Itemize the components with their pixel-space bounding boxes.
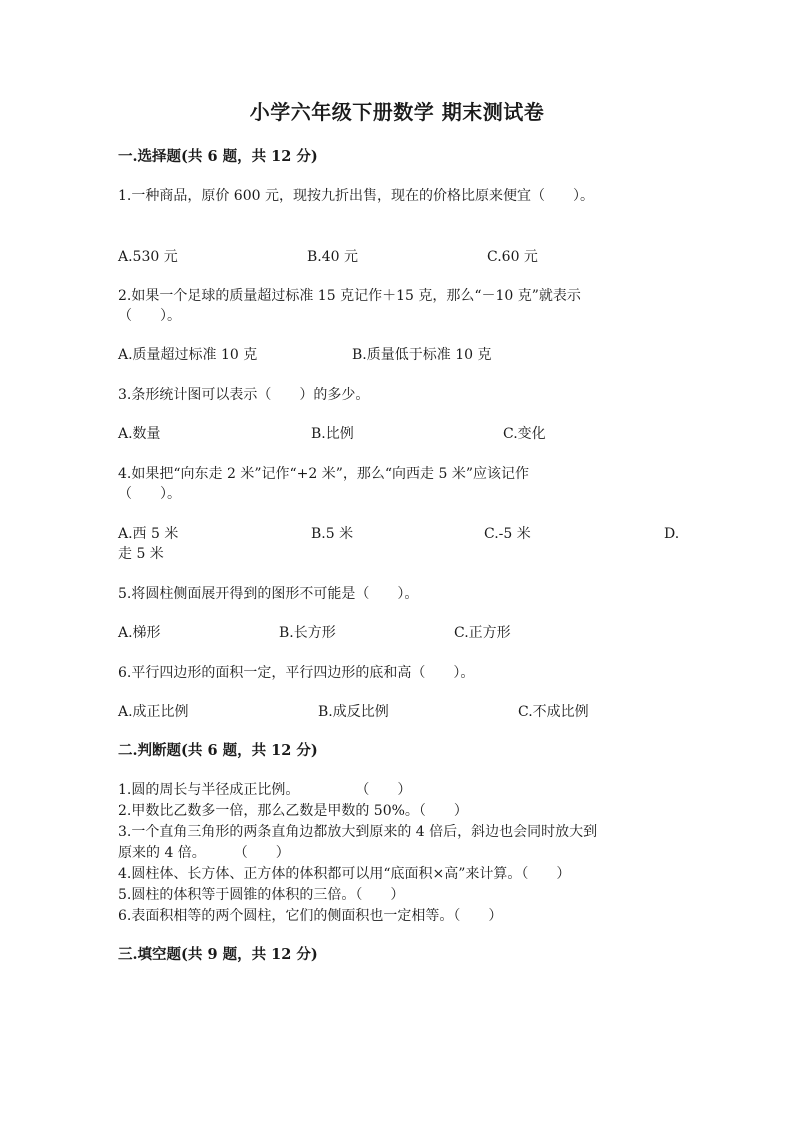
question-1-option-c: C.60 元 (487, 249, 538, 265)
question-6-stem: 6.平行四边形的面积一定，平行四边形的底和高（ ）。 (118, 665, 475, 681)
judgement-item: 1.圆的周长与半径成正比例。 （ ） (118, 782, 412, 798)
question-1-option-a: A.530 元 (118, 249, 178, 265)
question-4-option-c: C.-5 米 (484, 526, 531, 542)
question-4-stem-line2: （ ）。 (118, 486, 181, 502)
question-6-option-c: C.不成比例 (518, 704, 589, 720)
question-3-option-c: C.变化 (503, 426, 546, 442)
question-3-option-a: A.数量 (118, 426, 161, 442)
judgement-item: 6.表面积相等的两个圆柱，它们的侧面积也一定相等。（ ） (118, 908, 503, 924)
question-4-option-a: A.西 5 米 (118, 526, 179, 542)
section-heading-fill-blank: 三.填空题(共 9 题，共 12 分) (118, 946, 318, 963)
question-2-option-b: B.质量低于标准 10 克 (352, 347, 492, 363)
question-5-stem: 5.将圆柱侧面展开得到的图形不可能是（ ）。 (118, 586, 419, 602)
question-4-option-b: B.5 米 (311, 526, 354, 542)
question-6-option-a: A.成正比例 (118, 704, 189, 720)
question-3-option-b: B.比例 (311, 426, 354, 442)
question-4-stem-line1: 4.如果把“向东走 2 米”记作“+2 米”，那么“向西走 5 米”应该记作 (118, 466, 530, 482)
question-2-stem-line1: 2.如果一个足球的质量超过标准 15 克记作＋15 克，那么“－10 克”就表示 (118, 288, 581, 304)
question-6-option-b: B.成反比例 (318, 704, 389, 720)
question-4-option-d: D. (664, 526, 680, 542)
question-4-option-d-wrap: 走 5 米 (118, 546, 164, 562)
question-5-option-a: A.梯形 (118, 625, 161, 641)
question-1-option-b: B.40 元 (307, 249, 359, 265)
question-1-stem: 1.一种商品，原价 600 元，现按九折出售，现在的价格比原来便宜（ ）。 (118, 188, 594, 204)
section-heading-judgement: 二.判断题(共 6 题，共 12 分) (118, 742, 318, 759)
judgement-item: 3.一个直角三角形的两条直角边都放大到原来的 4 倍后，斜边也会同时放大到 (118, 824, 598, 840)
question-2-stem-line2: （ ）。 (118, 308, 181, 324)
question-2-option-a: A.质量超过标准 10 克 (118, 347, 258, 363)
page-title: 小学六年级下册数学 期末测试卷 (249, 100, 545, 124)
question-5-option-b: B.长方形 (279, 625, 336, 641)
question-5-option-c: C.正方形 (454, 625, 511, 641)
judgement-item: 5.圆柱的体积等于圆锥的体积的三倍。（ ） (118, 887, 405, 903)
question-3-stem: 3.条形统计图可以表示（ ）的多少。 (118, 387, 370, 403)
judgement-item: 4.圆柱体、长方体、正方体的体积都可以用“底面积×高”来计算。（ ） (118, 866, 571, 882)
judgement-item-wrap: 原来的 4 倍。 （ ） (118, 845, 290, 861)
judgement-item: 2.甲数比乙数多一倍，那么乙数是甲数的 50%。（ ） (118, 803, 468, 819)
section-heading-choice: 一.选择题(共 6 题，共 12 分) (118, 148, 318, 165)
